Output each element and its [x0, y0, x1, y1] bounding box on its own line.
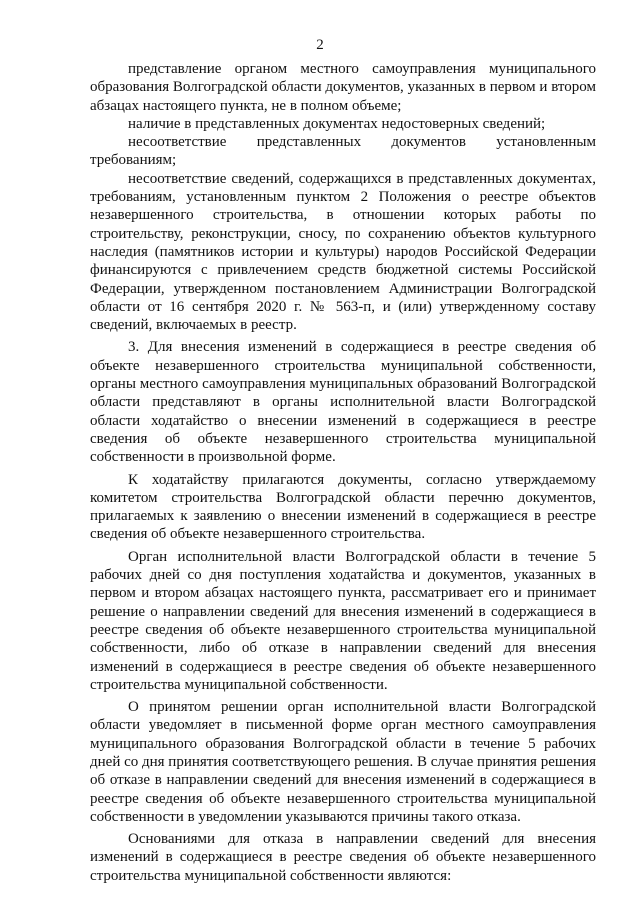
paragraph-unreliable-info: наличие в представленных документах недостоверных сведений;: [128, 115, 546, 132]
paragraph-incomplete-documents: представление органом местного самоуправления муниципального образования Волгоградской области документов, указанных в первом и втором абзацах настоящего пункта, не в полном объеме;: [90, 61, 596, 114]
document-body: [90, 60, 596, 885]
paragraph-section-3: 3. Для внесения изменений в содержащиеся в реестре сведения об объекте незавершенного строительства муниципальной собственности, органы местного самоуправления муниципальных образований Волгоградской области представляют в органы исполнительной власти Волгоградской области ходатайство о внесении изменений в содержащиеся в реестре сведения об объекте незавершенного строительства муниципальной собственности в произвольной форме.: [90, 339, 596, 466]
paragraph-refusal-grounds: Основаниями для отказа в направлении сведений для внесения изменений в содержащиеся в реестре сведения об объекте незавершенного строительства муниципальной собственности являются:: [90, 831, 596, 884]
paragraph-review-procedure: Орган исполнительной власти Волгоградской области в течение 5 рабочих дней со дня поступления ходатайства и документов, указанных в первом и втором абзацах настоящего пункта, рассматривает его и принимает решение о направлении сведений для внесения изменений в содержащиеся в реестре сведения об объекте незавершенного строительства муниципальной собственности, либо об отказе в направлении сведений для внесения изменений в содержащиеся в реестре сведения об объекте незавершенного строительства муниципальной собственности.: [90, 548, 596, 693]
paragraph-requirements-mismatch: несоответствие представленных документов установленным требованиям;: [90, 134, 596, 169]
paragraph-attached-documents: К ходатайству прилагаются документы, согласно утверждаемому комитетом строительства Волгоградской области перечню документов, прилагаемых к заявлению о внесении изменений в содержащиеся в реестре сведения об объекте незавершенного строительства.: [90, 471, 596, 543]
paragraph-notification: О принятом решении орган исполнительной власти Волгоградской области уведомляет в письменной форме орган местного самоуправления муниципального образования Волгоградской области в течение 5 рабочих дней со дня принятия соответствующего решения. В случае принятия решения об отказе в направлении сведений для внесения изменений в содержащиеся в реестре сведения об объекте незавершенного строительства муниципальной собственности в уведомлении указываются причины такого отказа.: [90, 699, 597, 825]
paragraph-info-mismatch: несоответствие сведений, содержащихся в представленных документах, требованиям, установленным пунктом 2 Положения о реестре объектов незавершенного строительства, в отношении которых работы по строительству, реконструкции, сносу, по сохранению объектов культурного наследия (памятников истории и культуры) народов Российской Федерации финансируются с привлечением средств бюджетной системы Российской Федерации, утвержденном постановлением Администрации Волгоградской области от 16 сентября 2020 г. № 563-п, и (или) утвержденному составу сведений, включаемых в реестр.: [90, 170, 596, 334]
page-number: 2: [316, 37, 324, 53]
